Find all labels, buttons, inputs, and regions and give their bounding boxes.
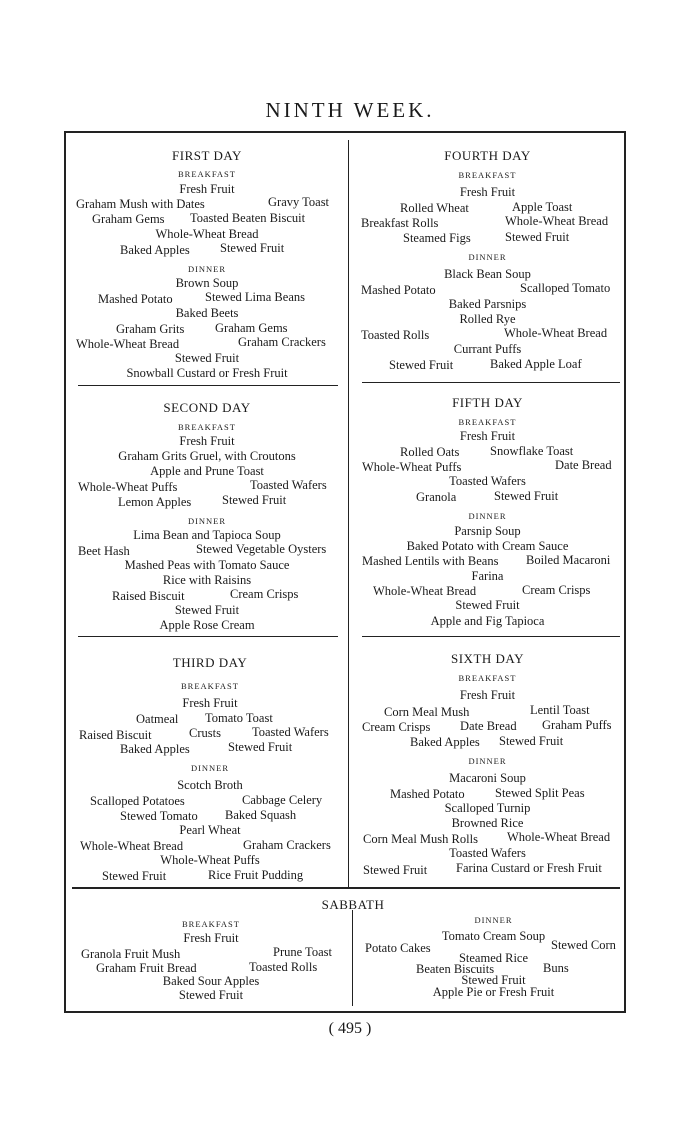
menu-item: Currant Puffs xyxy=(453,342,522,356)
menu-item: Stewed Fruit xyxy=(363,863,428,877)
page-title: NINTH WEEK. xyxy=(265,98,435,122)
menu-item: Whole-Wheat Bread xyxy=(80,839,184,853)
third-day-heading: THIRD DAY xyxy=(172,655,248,670)
first-day-heading: FIRST DAY xyxy=(172,148,242,163)
divider-first-second xyxy=(78,385,338,386)
menu-item: Stewed Corn xyxy=(551,938,616,952)
menu-item: Lemon Apples xyxy=(118,495,192,509)
menu-item: Baked Beets xyxy=(175,306,239,320)
third-day-dinner-label: DINNER xyxy=(190,763,230,773)
second-day-breakfast-label: BREAKFAST xyxy=(178,422,236,432)
menu-item: Parsnip Soup xyxy=(454,524,521,538)
sabbath-dinner-label: DINNER xyxy=(474,915,513,925)
menu-item: Date Bread xyxy=(460,719,517,733)
fifth-day-dinner-label: DINNER xyxy=(468,511,507,521)
menu-item: Baked Apples xyxy=(120,243,190,257)
menu-item: Whole-Wheat Bread xyxy=(505,214,609,228)
sabbath-breakfast-label: BREAKFAST xyxy=(182,919,240,929)
menu-item: Toasted Wafers xyxy=(252,725,329,739)
menu-item: Boiled Macaroni xyxy=(526,553,611,567)
menu-item: Apple Rose Cream xyxy=(159,618,255,632)
menu-item: Stewed Split Peas xyxy=(495,786,585,800)
divider-fifth-sixth xyxy=(362,636,620,637)
menu-item: Cream Crisps xyxy=(362,720,431,734)
menu-item: Granola Fruit Mush xyxy=(81,947,181,961)
menu-item: Raised Biscuit xyxy=(79,728,152,742)
menu-item: Baked Apples xyxy=(120,742,190,756)
menu-item: Buns xyxy=(543,961,569,975)
menu-item: Snowball Custard or Fresh Fruit xyxy=(126,366,288,380)
menu-item: Raised Biscuit xyxy=(112,589,185,603)
column-divider xyxy=(348,140,349,887)
menu-item: Graham Grits Gruel, with Croutons xyxy=(118,449,296,463)
menu-item: Date Bread xyxy=(555,458,612,472)
menu-item: Stewed Fruit xyxy=(174,351,240,365)
menu-item: Stewed Lima Beans xyxy=(205,290,305,304)
sabbath-heading: SABBATH xyxy=(321,897,385,912)
menu-item: Toasted Rolls xyxy=(249,960,318,974)
menu-item: Snowflake Toast xyxy=(490,444,574,458)
menu-item: Granola xyxy=(416,490,457,504)
menu-item: Mashed Potato xyxy=(361,283,436,297)
page-number: ( 495 ) xyxy=(328,1020,372,1037)
menu-item: Scalloped Tomato xyxy=(520,281,611,295)
menu-item: Rolled Wheat xyxy=(400,201,469,215)
first-day-dinner-label: DINNER xyxy=(187,264,227,274)
menu-item: Stewed Fruit xyxy=(461,973,526,987)
menu-item: Graham Crackers xyxy=(238,335,326,349)
menu-item: Breakfast Rolls xyxy=(361,216,439,230)
menu-item: Stewed Fruit xyxy=(174,603,240,617)
second-day-dinner-label: DINNER xyxy=(187,516,227,526)
menu-item: Mashed Potato xyxy=(390,787,465,801)
menu-item: Stewed Fruit xyxy=(220,241,285,255)
menu-item: Baked Potato with Cream Sauce xyxy=(406,539,569,553)
fourth-day-dinner-label: DINNER xyxy=(468,252,507,262)
menu-item: Stewed Tomato xyxy=(120,809,198,823)
menu-item: Whole-Wheat Puffs xyxy=(160,853,260,867)
menu-item: Rolled Rye xyxy=(459,312,516,326)
menu-item: Pearl Wheat xyxy=(179,823,241,837)
menu-item: Cream Crisps xyxy=(522,583,591,597)
menu-item: Stewed Fruit xyxy=(178,988,244,1002)
menu-item: Whole-Wheat Bread xyxy=(76,337,180,351)
menu-item: Toasted Wafers xyxy=(449,474,526,488)
divider-fourth-fifth xyxy=(362,382,620,383)
menu-item: Graham Puffs xyxy=(542,718,612,732)
menu-item: Steamed Rice xyxy=(458,951,529,965)
menu-item: Lima Bean and Tapioca Soup xyxy=(133,528,281,542)
menu-item: Baked Apples xyxy=(410,735,480,749)
menu-item: Graham Grits xyxy=(116,322,185,336)
menu-item: Beet Hash xyxy=(78,544,130,558)
menu-item: Baked Apple Loaf xyxy=(490,357,582,371)
menu-item: Apple and Fig Tapioca xyxy=(430,614,545,628)
menu-item: Whole-Wheat Bread xyxy=(504,326,608,340)
menu-item: Corn Meal Mush xyxy=(384,705,470,719)
menu-item: Prune Toast xyxy=(273,945,332,959)
menu-item: Graham Gems xyxy=(215,321,288,335)
menu-item: Graham Mush with Dates xyxy=(76,197,205,211)
menu-item: Toasted Wafers xyxy=(250,478,327,492)
menu-item: Cabbage Celery xyxy=(242,793,323,807)
menu-item: Toasted Rolls xyxy=(361,328,430,342)
menu-item: Stewed Fruit xyxy=(102,869,167,883)
menu-item: Farina Custard or Fresh Fruit xyxy=(456,861,602,875)
menu-item: Scalloped Potatoes xyxy=(90,794,185,808)
menu-item: Stewed Vegetable Oysters xyxy=(196,542,327,556)
menu-item: Stewed Fruit xyxy=(455,598,520,612)
menu-item: Steamed Figs xyxy=(403,231,471,245)
menu-item: Whole-Wheat Puffs xyxy=(362,460,462,474)
fifth-day-breakfast-label: BREAKFAST xyxy=(458,417,517,427)
menu-item: Tomato Toast xyxy=(205,711,273,725)
menu-item: Fresh Fruit xyxy=(179,434,235,448)
menu-item: Apple and Prune Toast xyxy=(150,464,264,478)
menu-item: Rice Fruit Pudding xyxy=(208,868,304,882)
third-day-breakfast-label: BREAKFAST xyxy=(181,681,239,691)
menu-item: Oatmeal xyxy=(136,712,179,726)
menu-item: Mashed Potato xyxy=(98,292,173,306)
menu-item: Browned Rice xyxy=(451,816,524,830)
menu-item: Scotch Broth xyxy=(177,778,243,792)
sixth-day-heading: SIXTH DAY xyxy=(451,651,524,666)
menu-item: Baked Sour Apples xyxy=(162,974,260,988)
divider-sabbath xyxy=(72,887,620,889)
fifth-day-heading: FIFTH DAY xyxy=(452,395,523,410)
menu-item: Stewed Fruit xyxy=(494,489,559,503)
menu-item: Stewed Fruit xyxy=(228,740,293,754)
menu-item: Macaroni Soup xyxy=(449,771,526,785)
menu-item: Farina xyxy=(471,569,504,583)
menu-item: Fresh Fruit xyxy=(179,182,235,196)
menu-item: Whole-Wheat Puffs xyxy=(78,480,178,494)
menu-item: Whole-Wheat Bread xyxy=(373,584,477,598)
menu-item: Mashed Lentils with Beans xyxy=(362,554,499,568)
menu-item: Black Bean Soup xyxy=(444,267,531,281)
menu-item: Crusts xyxy=(189,726,221,740)
menu-item: Fresh Fruit xyxy=(459,429,516,443)
menu-item: Toasted Wafers xyxy=(449,846,526,860)
menu-item: Mashed Peas with Tomato Sauce xyxy=(124,558,290,572)
menu-item: Rolled Oats xyxy=(400,445,460,459)
menu-item: Potato Cakes xyxy=(365,941,431,955)
menu-item: Graham Crackers xyxy=(243,838,331,852)
menu-item: Whole-Wheat Bread xyxy=(507,830,611,844)
menu-item: Stewed Fruit xyxy=(222,493,287,507)
menu-item: Gravy Toast xyxy=(268,195,330,209)
menu-item: Rice with Raisins xyxy=(162,573,252,587)
fourth-day-heading: FOURTH DAY xyxy=(444,148,531,163)
menu-item: Fresh Fruit xyxy=(182,696,238,710)
second-day-heading: SECOND DAY xyxy=(163,400,251,415)
menu-item: Whole-Wheat Bread xyxy=(155,227,259,241)
menu-item: Apple Pie or Fresh Fruit xyxy=(432,985,555,999)
menu-item: Stewed Fruit xyxy=(389,358,454,372)
menu-item: Brown Soup xyxy=(175,276,239,290)
sabbath-column-divider xyxy=(352,910,353,1006)
menu-item: Scalloped Turnip xyxy=(444,801,531,815)
menu-item: Fresh Fruit xyxy=(183,931,239,945)
fourth-day-breakfast-label: BREAKFAST xyxy=(458,170,517,180)
menu-item: Tomato Cream Soup xyxy=(441,929,546,943)
sixth-day-breakfast-label: BREAKFAST xyxy=(458,673,517,683)
menu-item: Baked Parsnips xyxy=(448,297,527,311)
menu-item: Stewed Fruit xyxy=(505,230,570,244)
menu-item: Fresh Fruit xyxy=(459,688,516,702)
menu-item: Corn Meal Mush Rolls xyxy=(363,832,478,846)
menu-item: Baked Squash xyxy=(225,808,297,822)
first-day-breakfast-label: BREAKFAST xyxy=(178,169,236,179)
divider-second-third xyxy=(78,636,338,637)
menu-item: Cream Crisps xyxy=(230,587,299,601)
menu-item: Stewed Fruit xyxy=(499,734,564,748)
menu-item: Apple Toast xyxy=(512,200,573,214)
menu-item: Beaten Biscuits xyxy=(416,962,495,976)
menu-item: Graham Gems xyxy=(92,212,165,226)
menu-item: Fresh Fruit xyxy=(459,185,516,199)
menu-item: Lentil Toast xyxy=(530,703,590,717)
menu-item: Toasted Beaten Biscuit xyxy=(190,211,306,225)
sixth-day-dinner-label: DINNER xyxy=(468,756,507,766)
menu-item: Graham Fruit Bread xyxy=(96,961,197,975)
